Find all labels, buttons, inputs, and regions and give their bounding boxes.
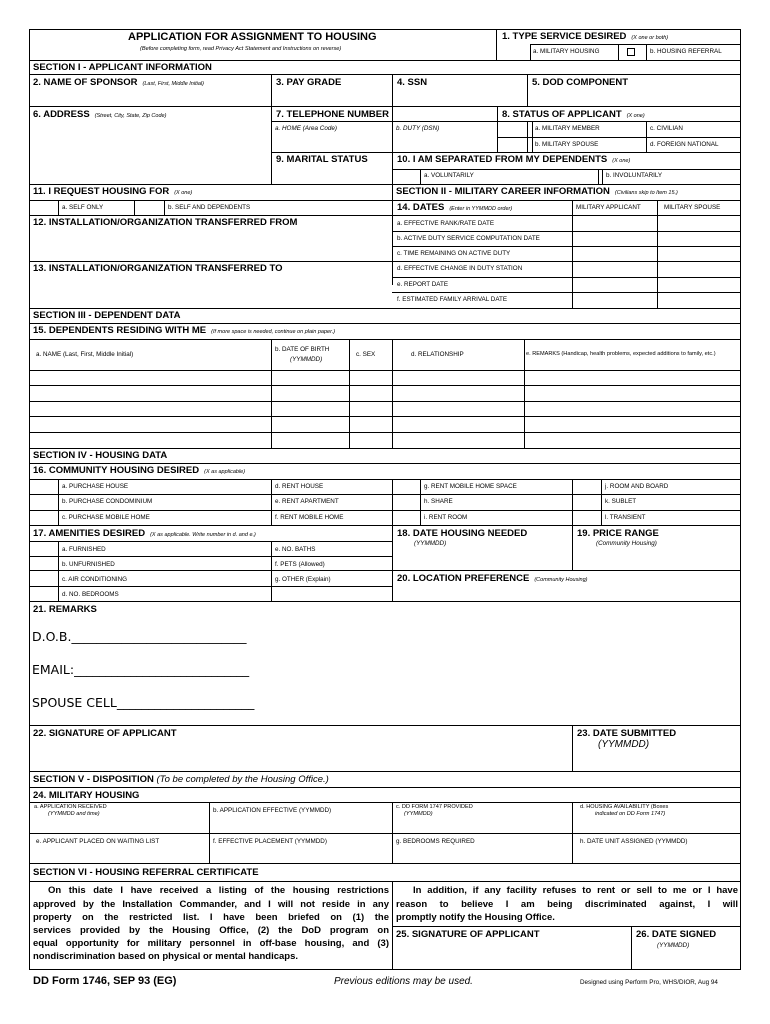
housing-referral-option: b. HOUSING REFERRAL: [650, 48, 722, 55]
section-3-title: SECTION III - DEPENDENT DATA: [33, 310, 181, 321]
price-range-label: 19. PRICE RANGE: [577, 528, 659, 539]
form-title: APPLICATION FOR ASSIGNMENT TO HOUSING: [128, 31, 377, 43]
civilian-option: c. CIVILIAN: [650, 125, 683, 132]
sponsor-name-label: 2. NAME OF SPONSOR (Last, First, Middle Initial): [33, 77, 204, 88]
military-member-option: a. MILITARY MEMBER: [535, 125, 600, 132]
date-row-b: b. ACTIVE DUTY SERVICE COMPUTATION DATE: [397, 235, 540, 242]
date-of-birth-column: b. DATE OF BIRTH: [275, 346, 330, 353]
dependents-label: 15. DEPENDENTS RESIDING WITH ME (If more space is needed, continue on plain paper.): [33, 325, 336, 336]
type-service-label: 1. TYPE SERVICE DESIRED (X one or both): [502, 31, 669, 42]
application-effective-label: b. APPLICATION EFFECTIVE (YYMMDD): [213, 807, 332, 814]
room-and-board-option: j. ROOM AND BOARD: [605, 483, 669, 490]
military-spouse-column: MILITARY SPOUSE: [664, 204, 721, 211]
purchase-condominium-option: b. PURCHASE CONDOMINIUM: [62, 498, 153, 505]
telephone-label: 7. TELEPHONE NUMBER: [276, 109, 389, 120]
spouse-cell-remark[interactable]: SPOUSE CELL______________________: [32, 695, 255, 710]
applicant-signature-2-label: 25. SIGNATURE OF APPLICANT: [396, 929, 540, 940]
date-submitted-format: (YYMMDD): [598, 739, 650, 750]
form-subtitle: (Before completing form, read Privacy Act Statement and Instructions on reverse): [140, 46, 342, 52]
duty-phone-label: b. DUTY (DSN): [396, 125, 440, 132]
purchase-mobile-home-option: c. PURCHASE MOBILE HOME: [62, 514, 150, 521]
dd-form-1747-provided-label: c. DD FORM 1747 PROVIDED: [396, 804, 473, 810]
application-received-label: a. APPLICATION RECEIVED: [34, 804, 107, 810]
section-4-title: SECTION IV - HOUSING DATA: [33, 450, 168, 461]
sublet-option: k. SUBLET: [605, 498, 637, 505]
dependent-name-column: a. NAME (Last, First, Middle Initial): [36, 351, 134, 358]
pay-grade-label: 3. PAY GRADE: [276, 77, 342, 88]
ssn-label: 4. SSN: [397, 77, 428, 88]
housing-availability-label: d. HOUSING AVAILABILITY (Boxes: [580, 804, 669, 810]
date-of-birth-format: (YYMMDD): [290, 356, 323, 363]
request-housing-label: 11. I REQUEST HOUSING FOR (X one): [33, 186, 193, 197]
no-baths-option: e. NO. BATHS: [275, 546, 316, 553]
application-received-format: (YYMMDD and time): [48, 811, 100, 817]
no-bedrooms-option: d. NO. BEDROOMS: [62, 591, 119, 598]
address-label: 6. ADDRESS (Street, City, State, Zip Code): [33, 109, 167, 120]
date-submitted-label: 23. DATE SUBMITTED: [577, 728, 677, 739]
military-applicant-column: MILITARY APPLICANT: [576, 204, 641, 211]
rent-apartment-option: e. RENT APARTMENT: [275, 498, 339, 505]
military-spouse-option: b. MILITARY SPOUSE: [535, 141, 599, 148]
rent-room-option: i. RENT ROOM: [424, 514, 468, 521]
date-signed-format: (YYMMDD): [657, 942, 690, 949]
separated-label: 10. I AM SEPARATED FROM MY DEPENDENTS (X one): [397, 154, 631, 165]
form-number: DD Form 1746, SEP 93 (EG): [33, 975, 177, 987]
sex-column: c. SEX: [356, 351, 376, 358]
designed-by-note: Designed using Perform Pro, WHS/DIOR, Aug 94: [580, 979, 718, 986]
pets-option: f. PETS (Allowed): [275, 561, 325, 568]
applicant-status-label: 8. STATUS OF APPLICANT (X one): [502, 109, 645, 120]
location-preference-label: 20. LOCATION PREFERENCE (Community Housing): [397, 573, 588, 584]
transferred-from-label: 12. INSTALLATION/ORGANIZATION TRANSFERRED FROM: [33, 217, 298, 228]
date-housing-needed-format: (YYMMDD): [414, 540, 447, 547]
remarks-column: e. REMARKS (Handicap, health problems, expected additions to family, etc.): [526, 351, 716, 357]
air-conditioning-option: c. AIR CONDITIONING: [62, 576, 128, 583]
waiting-list-label: e. APPLICANT PLACED ON WAITING LIST: [36, 838, 160, 845]
date-row-c: c. TIME REMAINING ON ACTIVE DUTY: [397, 250, 511, 257]
transient-option: l. TRANSIENT: [605, 514, 646, 521]
involuntarily-option: b. INVOLUNTARILY: [606, 172, 663, 179]
dates-label: 14. DATES (Enter in YYMMDD order): [397, 202, 513, 213]
military-housing-checkbox[interactable]: [627, 48, 635, 56]
remarks-label: 21. REMARKS: [33, 604, 97, 615]
unfurnished-option: b. UNFURNISHED: [62, 561, 115, 568]
date-housing-needed-label: 18. DATE HOUSING NEEDED: [397, 528, 528, 539]
rent-mobile-home-option: f. RENT MOBILE HOME: [275, 514, 344, 521]
share-option: h. SHARE: [424, 498, 453, 505]
marital-status-label: 9. MARITAL STATUS: [276, 154, 368, 165]
relationship-column: d. RELATIONSHIP: [411, 351, 464, 358]
section-5-title: SECTION V - DISPOSITION (To be completed by the Housing Office.): [33, 774, 329, 785]
section-1-title: SECTION I - APPLICANT INFORMATION: [33, 62, 212, 73]
military-housing-label: 24. MILITARY HOUSING: [33, 790, 140, 801]
furnished-option: a. FURNISHED: [62, 546, 106, 553]
voluntarily-option: a. VOLUNTARILY: [424, 172, 474, 179]
military-housing-option: a. MILITARY HOUSING: [533, 48, 600, 55]
dob-remark[interactable]: D.O.B.____________________________: [32, 629, 247, 644]
date-signed-label: 26. DATE SIGNED: [636, 929, 717, 940]
date-row-a: a. EFFECTIVE RANK/RATE DATE: [397, 220, 495, 227]
previous-editions-note: Previous editions may be used.: [334, 976, 473, 987]
foreign-national-option: d. FOREIGN NATIONAL: [650, 141, 719, 148]
amenities-label: 17. AMENITIES DESIRED (X as applicable. Write number in d. and e.): [33, 528, 256, 539]
dod-component-label: 5. DOD COMPONENT: [532, 77, 629, 88]
housing-availability-note: indicated on DD Form 1747): [595, 811, 666, 817]
dd-form-1747-format: (YYMMDD): [404, 811, 433, 817]
bedrooms-required-label: g. BEDROOMS REQUIRED: [396, 838, 475, 845]
date-row-f: f. ESTIMATED FAMILY ARRIVAL DATE: [397, 296, 508, 303]
other-option: g. OTHER (Explain): [275, 576, 331, 583]
self-and-dependents-option: b. SELF AND DEPENDENTS: [168, 204, 251, 211]
rent-house-option: d. RENT HOUSE: [275, 483, 324, 490]
section-6-title: SECTION VI - HOUSING REFERRAL CERTIFICATE: [33, 867, 259, 878]
community-housing-label: 16. COMMUNITY HOUSING DESIRED (X as applicable): [33, 465, 246, 476]
rent-mobile-home-space-option: g. RENT MOBILE HOME SPACE: [424, 483, 517, 490]
date-unit-assigned-label: h. DATE UNIT ASSIGNED (YYMMDD): [580, 838, 688, 845]
transferred-to-label: 13. INSTALLATION/ORGANIZATION TRANSFERRED TO: [33, 263, 283, 274]
home-phone-label: a. HOME (Area Code): [275, 125, 337, 132]
email-remark[interactable]: EMAIL:____________________________: [32, 662, 250, 677]
effective-placement-label: f. EFFECTIVE PLACEMENT (YYMMDD): [213, 838, 327, 845]
purchase-house-option: a. PURCHASE HOUSE: [62, 483, 129, 490]
price-range-note: (Community Housing): [596, 540, 657, 547]
applicant-signature-label: 22. SIGNATURE OF APPLICANT: [33, 728, 177, 739]
section-2-title: SECTION II - MILITARY CAREER INFORMATION (Civilians skip to Item 15.): [396, 186, 678, 197]
self-only-option: a. SELF ONLY: [62, 204, 104, 211]
date-row-e: e. REPORT DATE: [397, 281, 449, 288]
date-row-d: d. EFFECTIVE CHANGE IN DUTY STATION: [397, 265, 523, 272]
